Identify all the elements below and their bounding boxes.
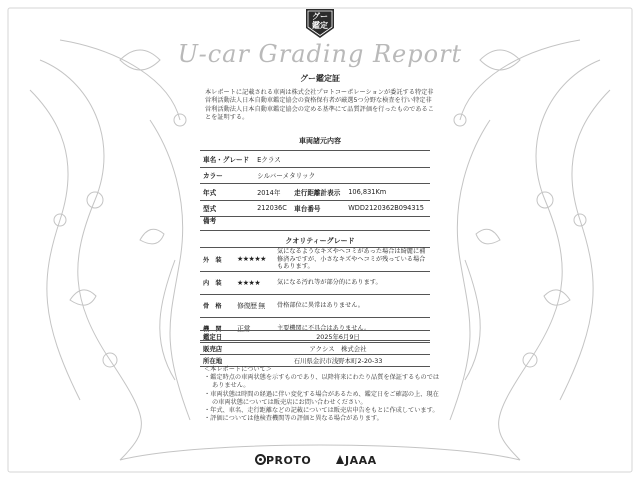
table-row <box>200 294 430 317</box>
dealer-label: 販売店 <box>200 343 246 355</box>
frame-note: 骨格部位に異常はありません。 <box>274 294 430 317</box>
table-row <box>200 355 430 367</box>
table-row <box>200 151 430 168</box>
intro-paragraph: 本レポートに記載される車両は株式会社プロトコーポレーションが委託する特定非営利活動法人日本自動車鑑定協会の資格保有者が厳選5つ分野な検査を行い特定非営利活動法人日本自動車鑑定協会の定める基準にて品質評価を行ったものであることを証明する。 <box>205 89 434 122</box>
engine-note: 主要機関に不具合はありません。 <box>274 317 430 340</box>
remarks-row <box>200 209 430 231</box>
frame-grade: 修復歴 無 <box>234 294 274 317</box>
engine-label: 機 関 <box>200 317 234 340</box>
table-row <box>200 184 430 201</box>
report-notes <box>204 366 440 423</box>
certificate-title: グー鑑定証 <box>300 74 340 83</box>
type-label: 型式 <box>200 200 254 217</box>
table-row <box>200 271 430 294</box>
interior-label: 内 装 <box>200 271 234 294</box>
report-script-title: U-car Grading Report <box>177 40 463 68</box>
proto-logo <box>255 454 311 467</box>
list-item: ・鑑定時点の車両状態を示すものであり、以降将来にわたり品質を保証するものではありません。 <box>204 374 440 390</box>
type-value: 212036C <box>254 200 291 217</box>
proto-mark-icon <box>255 454 266 465</box>
quality-table <box>200 247 430 341</box>
mileage-value: 106,831Km <box>345 184 430 201</box>
table-row <box>200 331 430 343</box>
dealer-value: アクシス 株式会社 <box>246 343 430 355</box>
chassis-value: WDD2120362B094315 <box>345 200 430 217</box>
address-value: 石川県金沢市浅野本町2-20-33 <box>246 355 430 367</box>
footer-logos <box>255 454 385 470</box>
quality-section-title: クオリティーグレード <box>285 237 355 245</box>
emblem-label: グー 鑑定 <box>312 12 328 30</box>
interior-grade: ★★★★ <box>234 271 274 294</box>
spec-table <box>200 150 430 217</box>
remarks-label: 備考 <box>203 217 217 225</box>
table-row <box>200 248 430 272</box>
list-item: ・評価については他検査機関等の評価と異なる場合があります。 <box>204 415 383 423</box>
table-row <box>200 343 430 355</box>
exterior-label: 外 装 <box>200 248 234 272</box>
chassis-label: 車台番号 <box>291 200 345 217</box>
model-grade-label: 車名・グレード <box>200 151 254 168</box>
year-value: 2014年 <box>254 184 291 201</box>
table-row <box>200 167 430 184</box>
jaaa-logo <box>335 454 377 467</box>
exterior-grade: ★★★★★ <box>234 248 274 272</box>
notes-heading: ＜本レポートについて＞ <box>204 366 272 373</box>
spec-section-title: 車両諸元内容 <box>299 137 341 145</box>
list-item: ・年式、車名、走行距離などの記載については販売店申告をもとに作成しています。 <box>204 407 439 415</box>
exterior-note: 気になるようなキズやヘコミがあった場合は綺麗に補修済みですが、小さなキズやヘコミが残っている場合もあります。 <box>274 248 430 272</box>
interior-note: 気になる汚れ等が部分的にあります。 <box>274 271 430 294</box>
inspection-date-label: 鑑定日 <box>200 331 246 343</box>
inspection-info-table <box>200 330 430 367</box>
jaaa-mark-icon <box>335 454 345 465</box>
color-label: カラー <box>200 167 254 184</box>
jaaa-logo-text: JAAA <box>345 454 377 467</box>
model-grade-value: Eクラス <box>254 151 430 168</box>
list-item: ・車両状態は時間の経過に伴い変化する場合があるため、鑑定日をご確認の上、現在の車両状態については販売店にお問い合わせください。 <box>204 390 439 406</box>
address-label: 所在地 <box>200 355 246 367</box>
proto-logo-text: PROTO <box>266 454 312 467</box>
year-label: 年式 <box>200 184 254 201</box>
mileage-label: 走行距離計表示 <box>291 184 345 201</box>
color-value: シルバーメタリック <box>254 167 430 184</box>
frame-label: 骨 格 <box>200 294 234 317</box>
engine-grade: 正常 <box>234 317 274 340</box>
inspection-date-value: 2025年6月9日 <box>246 331 430 343</box>
